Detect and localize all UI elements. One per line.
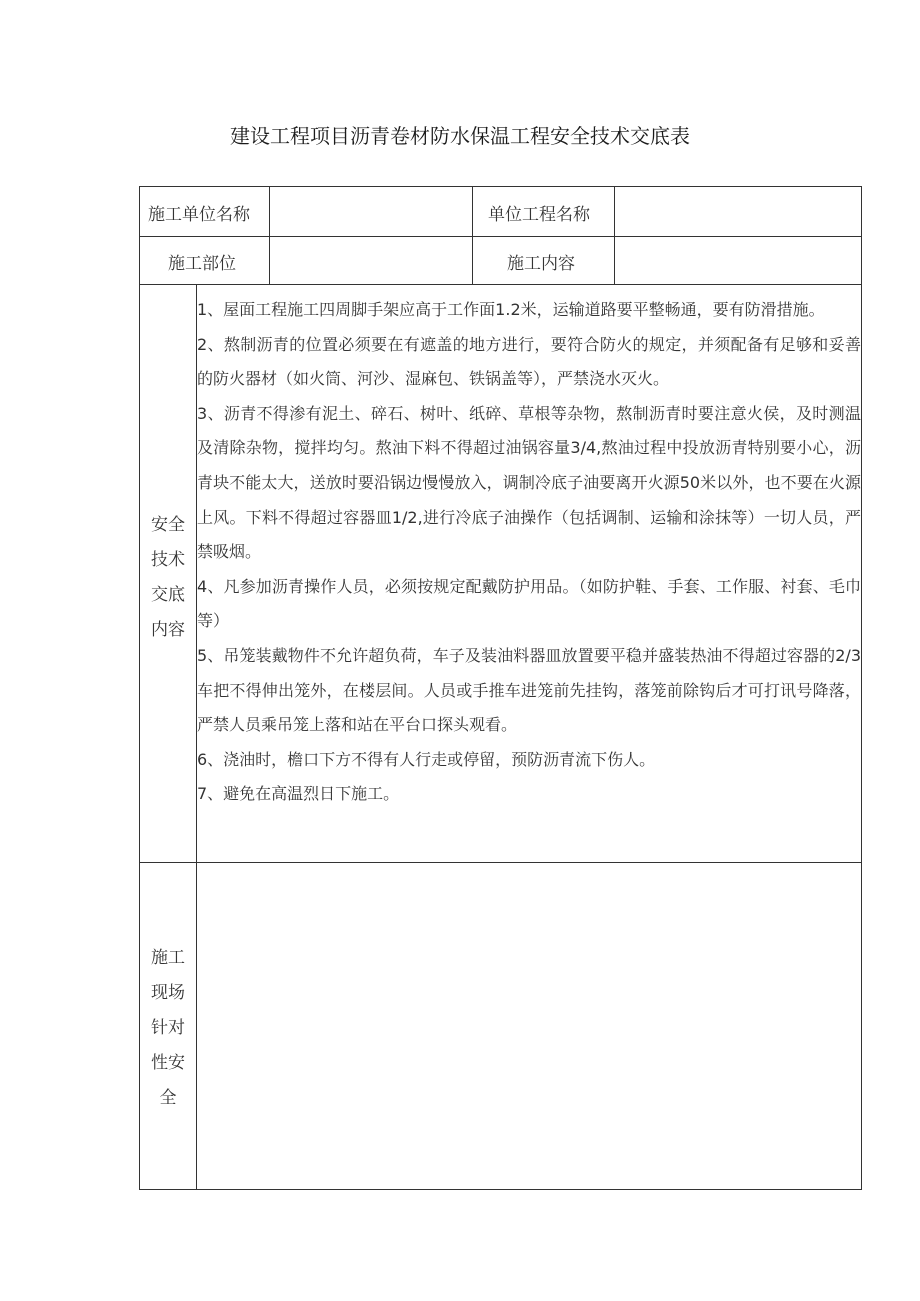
table-col-divider-1 — [269, 186, 270, 285]
table-border-right — [861, 186, 862, 1190]
unit-project-label: 单位工程名称 — [488, 205, 590, 225]
safety-item: 1、屋面工程施工四周脚手架应高于工作面1.2米，运输道路要平整畅通，要有防滑措施。 — [197, 300, 825, 319]
safety-label-line: 内容 — [151, 620, 185, 640]
site-safety-content-area[interactable] — [197, 863, 861, 1189]
site-label-line: 施工 — [151, 948, 185, 968]
table-row-divider-1 — [139, 236, 862, 237]
table-border-top — [139, 186, 862, 187]
safety-item: 6、浇油时，檐口下方不得有人行走或停留，预防沥青流下伤人。 — [197, 749, 656, 769]
site-label-line: 现场 — [151, 983, 185, 1003]
safety-item: 5、吊笼装戴物件不允许超负荷，车子及装油料器皿放置要平稳并盛装热油不得超过容器的2/3车把不得伸出笼外，在楼层间。人员或手推车进笼前先挂钩，落笼前除钩后才可打讯号降落，严禁人员乘吊笼上落和站在平台口探头观看。 — [197, 645, 861, 735]
safety-content-body — [197, 293, 861, 861]
safety-content-label — [140, 508, 196, 648]
site-label-line: 全 — [159, 1088, 177, 1108]
safety-item: 4、凡参加沥青操作人员，必须按规定配戴防护用品。（如防护鞋、手套、工作服、衬套、毛巾等） — [197, 576, 861, 631]
construction-unit-label: 施工单位名称 — [148, 205, 250, 225]
safety-label-line: 安全 — [151, 515, 185, 535]
safety-item: 2、熬制沥青的位置必须要在有遮盖的地方进行，要符合防火的规定，并须配备有足够和妥善的防火器材（如火筒、河沙、湿麻包、铁锅盖等），严禁浇水灭火。 — [197, 334, 861, 389]
safety-label-line: 交底 — [151, 585, 185, 605]
site-label-line: 性安 — [151, 1053, 185, 1073]
construction-part-label: 施工部位 — [168, 254, 236, 274]
table-col-divider-3 — [614, 186, 615, 285]
safety-label-line: 技术 — [151, 550, 185, 570]
table-col-divider-2 — [472, 186, 473, 285]
table-border-bottom — [139, 1189, 862, 1190]
construction-content-label: 施工内容 — [507, 254, 575, 274]
safety-item: 7、避免在高温烈日下施工。 — [197, 784, 400, 804]
table-row-divider-2 — [139, 284, 862, 285]
site-safety-label — [140, 941, 196, 1116]
document-title: 建设工程项目沥青卷材防水保温工程安全技术交底表 — [230, 124, 690, 148]
site-label-line: 针对 — [151, 1018, 185, 1038]
safety-item: 3、沥青不得渗有泥土、碎石、树叶、纸碎、草根等杂物，熬制沥青时要注意火侯，及时测温及清除杂物，搅拌均匀。熬油下料不得超过油锅容量3/4,熬油过程中投放沥青特别要小心，沥青块不能太大，送放时要沿锅边慢慢放入，调制冷底子油要离开火源50米以外，也不要在火源上风。下料不得超过容器皿1/2,进行冷底子油操作（包括调制、运输和涂抹等）一切人员，严禁吸烟。 — [197, 403, 861, 562]
